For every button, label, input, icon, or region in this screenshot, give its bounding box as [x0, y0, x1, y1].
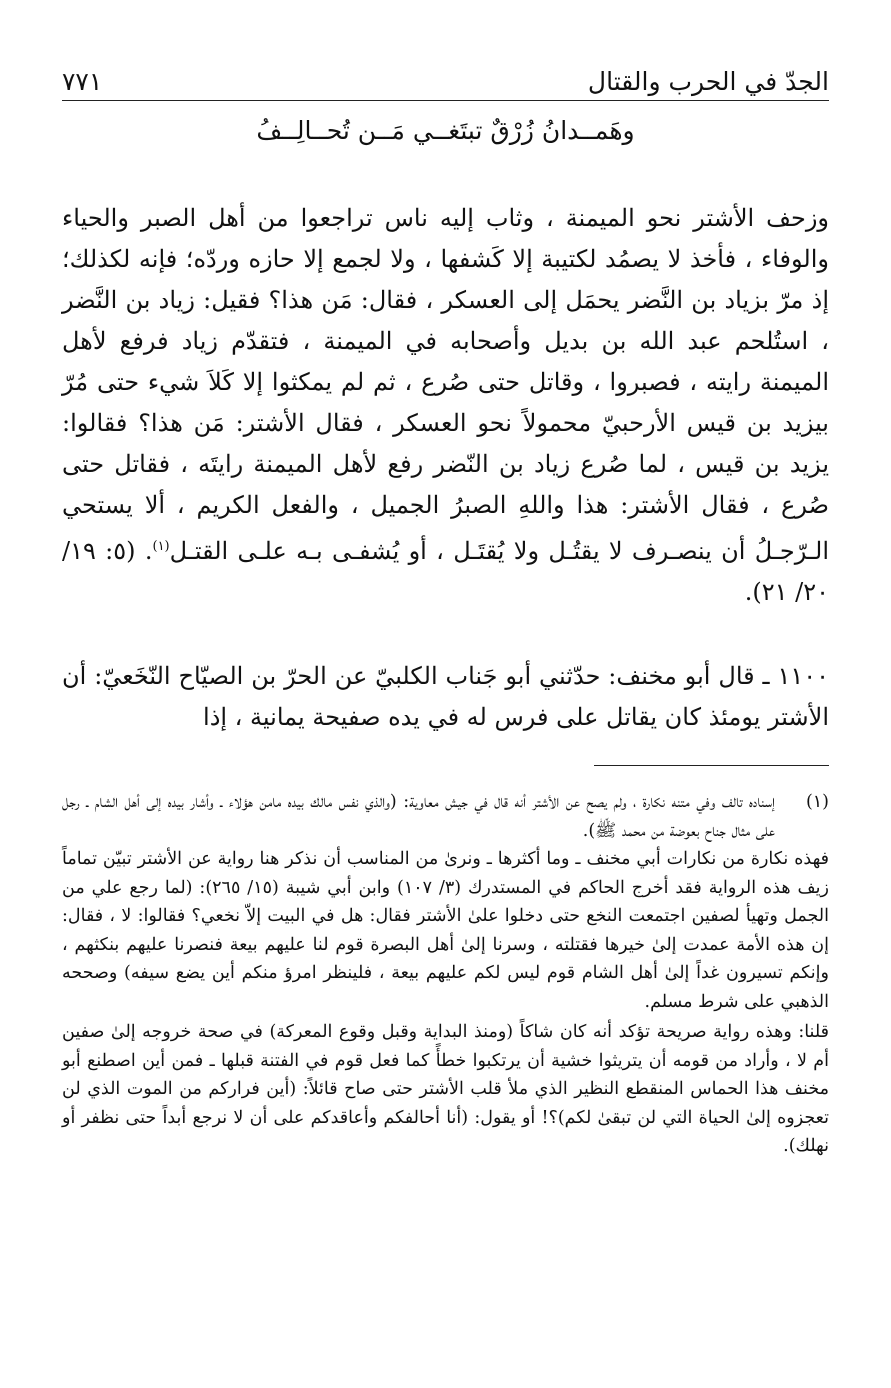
- footnote-number: (١): [805, 792, 829, 812]
- page-number: ٧٧١: [62, 67, 103, 96]
- paragraph-text: وزحف الأشتر نحو الميمنة ، وثاب إليه ناس تراجعوا من أهل الصبر والحياء والوفاء ، فأخذ لا يصمُد لكتيبة إلا كَشفها ، ولا لجمع إلا حازه وردّه؛ فإنه لكذلك؛ إذ مرّ بزياد بن النَّضر يحمَل إلى العسكر ، فقال: مَن هذا؟ فقيل: زياد بن النَّضر ، استُلحم عبد الله بن بديل وأصحابه في الميمنة ، فتقدّم زياد فرفع لأهل الميمنة رايته ، فصبروا ، وقاتل حتى صُرع ، ثم لم يمكثوا إلا كَلاَ شيء حتى مُرّ بيزيد بن قيس الأرحبيّ محمولاً نحو العسكر ، فقال الأشتر: مَن هذا؟ فقالوا: يزيد بن قيس ، لما صُرع زياد بن النّضر رفع لأهل الميمنة رايتَه ، فقاتل حتى صُرع ، فقال الأشتر: هذا واللهِ الصبرُ الجميل ، والفعل الكريم ، ألا يستحي الـرّجـلُ أن ينصـرف لا يقتُـل ولا يُقتَـل ، أو يُشفـى بـه علـى القتـل: [62, 204, 830, 565]
- running-title: الجدّ في الحرب والقتال: [587, 67, 829, 96]
- footnote-text: إسناده تالف وفي متنه نكارة ، ولم يصح عن الأشتر أنه قال في جيش معاوية: (والذي نفس مالك بيده مامن هؤلاء ـ وأشار بيده إلى أهل الشام ـ رجل على مثال جناح بعوضة من محمد ﷺ).: [62, 792, 775, 841]
- citation: . (٥: ١٩/ ٢٠/ ٢١).: [62, 537, 829, 606]
- footnote-paragraph: قلنا: وهذه رواية صريحة تؤكد أنه كان شاكاً (ومنذ البداية وقبل وقوع المعركة) في صحة خروجه إلىٰ صفين أم لا ، وأراد من قومه أن يتريثوا خشية أن يرتكبوا خطأً كما فعل قوم في الفتنة قبلها ـ فمن أين اصطنع أبو مخنف هذا الحماس المنقطع النظير الذي ملأ قلب الأشتر حتى صاح قائلاً: (أين فراركم من الموت الذي لن تعجزوه إلىٰ الحياة التي لن تبقىٰ لكم)؟! أو يقول: (أنا أحالفكم وأعاقدكم على أن لا نرجع أبداً حتى نظفر أو نهلك).: [62, 1022, 829, 1156]
- footnote-paragraph: فهذه نكارة من نكارات أبي مخنف ـ وما أكثرها ـ ونرىٰ من المناسب أن نذكر هنا رواية عن الأشتر تبيّن تماماً زيف هذه الرواية فقد أخرج الحاكم في المستدرك (٣/ ١٠٧) وابن أبي شيبة (١٥/ ٢٦٥): (لما رجع علي من الجمل وتهيأ لصفين اجتمعت النخع حتى دخلوا علىٰ الأشتر فقال: هل في البيت إلاّ نخعي؟ فقالوا: لا ، فقال: إن هذه الأمة عمدت إلىٰ خيرها فقتلته ، وسرنا إلىٰ أهل البصرة قوم لنا عليهم بيعة فنصرنا عليهم بنكثهم ، وإنكم تسيرون غداً إلىٰ أهل الشام قوم ليس لكم عليهم بيعة ، فلينظر امرؤ منكم أين يضع سيفه) وصححه الذهبي على شرط مسلم.: [62, 849, 829, 1012]
- footnotes: [62, 788, 829, 1163]
- header-rule: [62, 100, 829, 101]
- narration-1100: ١١٠٠ ـ قال أبو مخنف: حدّثني أبو جَناب الكلبيّ عن الحرّ بن الصيّاح النّخَعيّ: أن الأشتر يومئذ كان يقاتل على فرس له في يده صفيحة يمانية ، إذا: [62, 662, 829, 731]
- footnote-ref: (١): [152, 539, 170, 554]
- page-header: [62, 60, 829, 96]
- main-paragraph: [62, 198, 829, 613]
- footnote-1: [62, 788, 829, 845]
- footnote-rule: [594, 765, 829, 766]
- poetry-verse: وهَمــدانُ زُرْقٌ تبتَغــي مَــن تُحــالِــفُ: [256, 116, 635, 145]
